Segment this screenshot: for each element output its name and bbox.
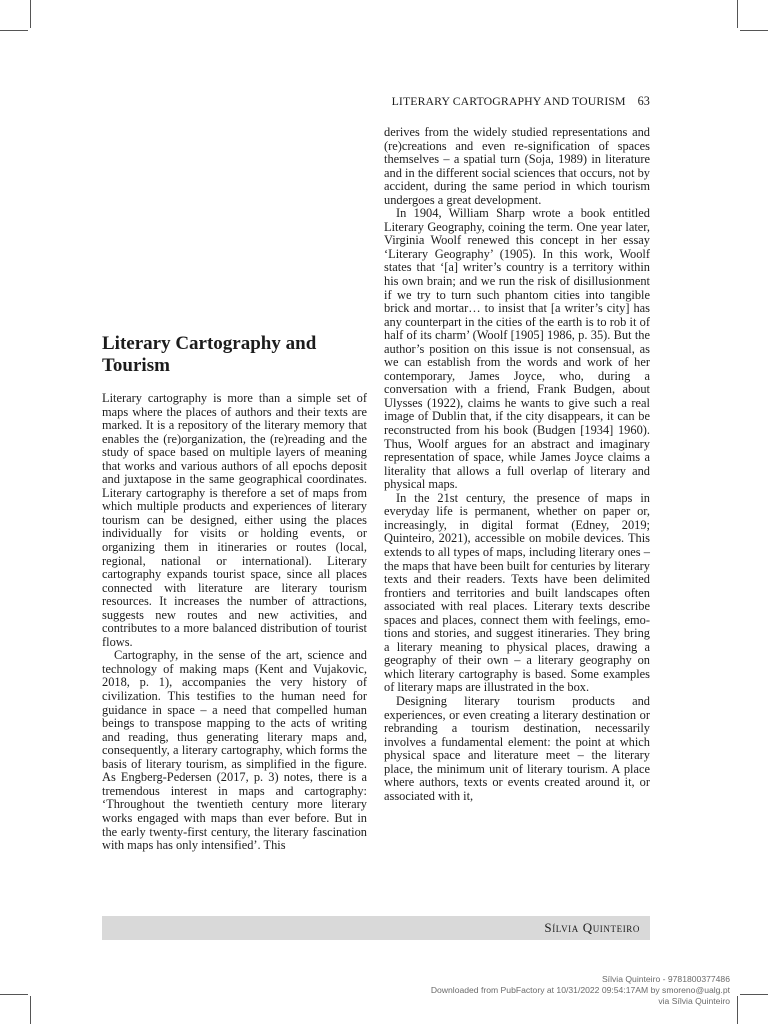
crop-mark [0, 994, 28, 995]
crop-mark [740, 30, 768, 31]
body-paragraph: derives from the widely studied representations and (re)creations and even re-signification of spaces themselves – a spatial turn (Soja, 1989) in literature and in the different social sciences that occurs, not by accident, during the same period in which tourism undergoes a great development. [384, 125, 650, 207]
body-paragraph: In the 21st century, the presence of maps in everyday life is permanent, whether on paper or, increasingly, in digital format (Edney, 2019; Quinteiro, 2021), accessible on mobile devices. This extends to all types of maps, including literary ones – the maps that have been built for centuries by literary texts and their readers. Texts have been delimited frontiers and territories and built landscapes often associated with real places. Literary texts describe spaces and places, connect them with feelings, emotions and stories, and suggest itineraries. They bring a literary meaning to physical places, drawing a geography of their own – a literary geography on which literary cartography is based. Some examples of literary maps are illustrated in the box. [384, 490, 650, 695]
crop-mark [30, 996, 31, 1024]
running-head-title: LITERARY CARTOGRAPHY AND TOURISM [391, 94, 626, 108]
author-name: Sílvia Quinteiro [544, 920, 640, 935]
left-text-column [102, 392, 367, 853]
download-footer [431, 974, 730, 1007]
body-paragraph: Literary cartography is more than a simple set of maps where the places of authors and their texts are marked. It is a repository of the literary memory that enables the (re)organization, the (re)reading and the study of space based on multiple layers of meaning that works and various authors of all epochs deposit and juxtapose in the same geographical coordinates. Literary cartography is therefore a set of maps from which multiple products and experiences of literary tourism can be designed, either using the places individually for visits or holding events, or organizing them in itineraries or routes (local, regional, national or international). Literary cartography expands tourist space, since all places connected with literature are literary tourism resources. It increases the number of attractions, suggests new routes and new activities, and contributes to a more balanced distribution of tourist flows. [102, 391, 367, 649]
footer-line: Downloaded from PubFactory at 10/31/2022 09:54:17AM by smoreno@ualg.pt [430, 985, 730, 995]
crop-mark [737, 0, 738, 28]
body-paragraph: In 1904, William Sharp wrote a book entitled Literary Geography, coining the term. One year later, Virginia Woolf renewed this concept in her essay ‘Literary Geography’ (1905). In this work, Woolf states that ‘[a] writer’s country is a territory within his own brain; and we run the risk of disillusionment if we try to turn such phantom cities into tangible brick and mortar… to insist that [a writer’s city] has any counterpart in the cities of the earth is to rob it of half of its charm’ (Woolf [1905] 1986, p. 35). But the author’s position on this issue is not consensual, as we can establish from the words and work of her contemporary, James Joyce, who, during a conversation with a friend, Frank Budgen, about Ulysses (1922), claims he wants to give such a real image of Dublin that, if the city disappears, it can be reconstructed from his book (Budgen [1934] 1960). Thus, Woolf argues for an abstract and imaginary representation of space, while James Joyce claims a literality that allows a full overlap of literary and physical maps. [384, 206, 650, 492]
page-number: 63 [637, 94, 650, 108]
crop-mark [30, 0, 31, 28]
crop-mark [737, 996, 738, 1024]
crop-mark [0, 30, 28, 31]
running-head [382, 94, 650, 109]
body-paragraph: Designing literary tourism products and experiences, or even creating a literary destination or rebranding a tourism destination, necessarily involves a fundamental element: the point at which physical space and literature meet – the literary place, the minimum unit of literary tourism. A place where authors, texts or events created around it, or associated with it, [384, 693, 650, 803]
section-heading: Literary Cartography and Tourism [102, 333, 317, 376]
footer-line: Sílvia Quinteiro - 9781800377486 [601, 974, 730, 984]
crop-mark [740, 994, 768, 995]
author-bar [102, 916, 650, 940]
body-paragraph: Cartography, in the sense of the art, science and technology of making maps (Kent and Vujakovic, 2018, p. 1), accompanies the very history of civilization. This testifies to the human need for guidance in space – a need that compelled human beings to transpose mapping to the acts of writing and reading, thus generating literary maps and, consequently, a literary cartography, which forms the basis of literary tourism, as simplified in the figure. As Engberg-Pedersen (2017, p. 3) notes, there is a tremendous interest in maps and cartography: ‘Throughout the twentieth century more literary works engaged with maps than ever before. But in the early twenty-first century, the literary fascination with maps has only intensified’. This [102, 648, 367, 853]
footer-line: via Sílvia Quinteiro [658, 996, 730, 1006]
right-text-column [384, 126, 650, 803]
